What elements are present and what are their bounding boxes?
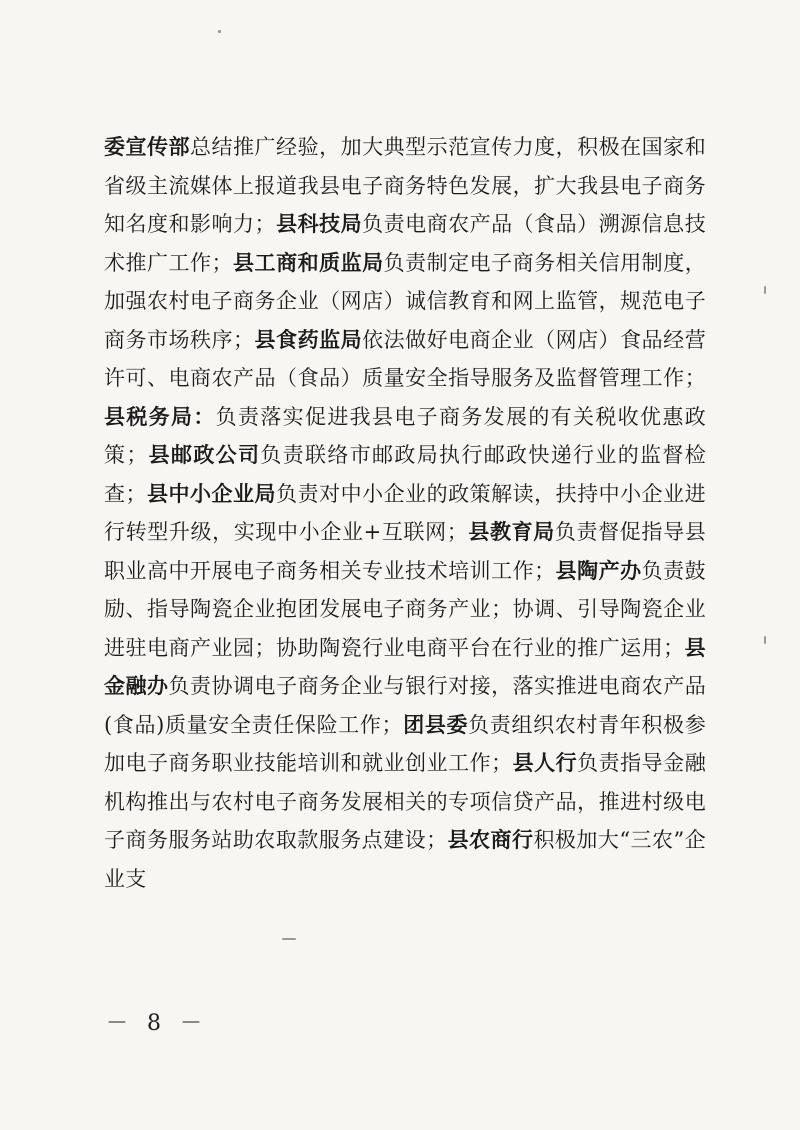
org-name: 县农商行 bbox=[447, 828, 534, 852]
org-name: 县金融办 bbox=[104, 635, 706, 698]
org-name: 委宣传部 bbox=[104, 135, 191, 159]
org-name: 县中小企业局 bbox=[146, 481, 277, 506]
body-paragraph bbox=[104, 128, 706, 898]
segment-text: 负责协调电子商务企业与银行对接，落实推进电商农产品(食品)质量安全责任保险工作； bbox=[104, 674, 707, 737]
segment-text: 负责对中小企业的政策解读，扶持中小企业进行转型升级，实现中小企业+互联网； bbox=[104, 481, 706, 544]
segment-text: 负责督促指导县职业高中开展电子商务相关专业技术培训工作； bbox=[104, 520, 707, 583]
segment-text: 依法做好电商企业（网店）食品经营许可、电商农产品（食品）质量安全指导服务及监督管理工作； bbox=[104, 327, 706, 390]
scan-mark bbox=[218, 30, 221, 33]
scan-mark bbox=[282, 938, 296, 940]
org-name: 县工商和质监局 bbox=[232, 250, 384, 275]
segment-text: 负责联络市邮政局执行邮政快递行业的监督检查； bbox=[104, 443, 707, 506]
segment-text: 负责组织农村青年积极参加电子商务职业技能培训和就业创业工作； bbox=[104, 712, 707, 775]
segment-text: 负责落实促进我县电子商务发展的有关税收优惠政策； bbox=[104, 404, 706, 467]
segment-text: 负责指导金融机构推出与农村电子商务发展相关的专项信贷产品，推进村级电子商务服务站助农取款服务点建设； bbox=[104, 751, 706, 852]
org-name: 团县委 bbox=[402, 712, 469, 737]
org-name: 县食药监局 bbox=[254, 327, 363, 352]
org-name: 县科技局 bbox=[275, 212, 363, 236]
scan-mark bbox=[764, 286, 766, 294]
segment-text: 积极加大“三农”企业支 bbox=[104, 828, 706, 891]
org-name: 县税务局： bbox=[104, 404, 216, 429]
segment-text: 负责制定电子商务相关信用制度，加强农村电子商务企业（网店）诚信教育和网上监管，规范电子商务市场秩序； bbox=[104, 250, 707, 352]
segment-text: 总结推广经验，加大典型示范宣传力度，积极在国家和省级主流媒体上报道我县电子商务特色发展，扩大我县电子商务知名度和影响力； bbox=[104, 135, 706, 236]
segment-text: 负责电商农产品（食品）溯源信息技术推广工作； bbox=[104, 212, 706, 275]
org-name: 县教育局 bbox=[468, 520, 555, 544]
scan-mark bbox=[764, 636, 766, 644]
page-number: － 8 － bbox=[106, 1011, 208, 1036]
org-name: 县邮政公司 bbox=[147, 443, 261, 467]
segment-text: 负责鼓励、指导陶瓷企业抱团发展电子商务产业；协调、引导陶瓷企业进驻电商产业园；协助陶瓷行业电商平台在行业的推广运用； bbox=[104, 558, 706, 660]
org-name: 县陶产办 bbox=[555, 558, 642, 583]
org-name: 县人行 bbox=[512, 751, 578, 775]
